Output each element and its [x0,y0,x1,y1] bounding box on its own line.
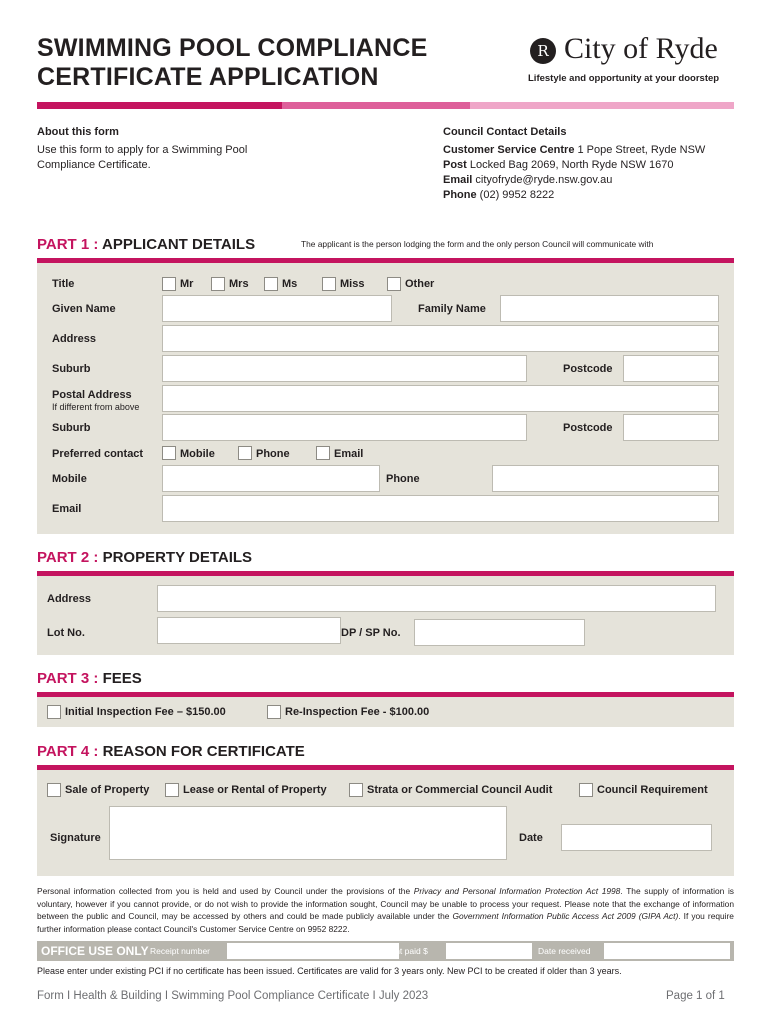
suburb-input[interactable] [162,355,527,382]
page-title-line2: CERTIFICATE APPLICATION [37,63,379,91]
title-mr-label: Mr [180,278,194,290]
reason-council-checkbox[interactable] [579,783,593,797]
about-heading: About this form [37,126,119,138]
reinspection-fee-checkbox[interactable] [267,705,281,719]
reason-council-label: Council Requirement [597,784,708,796]
date-received-input[interactable] [604,943,730,959]
privacy-act-2: Government Information Public Access Act 2009 (GIPA Act) [452,911,679,921]
pci-note: Please enter under existing PCI if no certificate has been issued. Certificates are valid for 3 years only. New PCI to be created if older than 3 years. [37,966,622,976]
amount-paid-input[interactable] [446,943,532,959]
title-mrs-label: Mrs [229,278,249,290]
header-band-2 [282,102,470,109]
address-input[interactable] [162,325,719,352]
contact-email-label: Email [334,448,364,460]
contact-phone-label: Phone [256,448,290,460]
phone-label: Phone [386,473,420,485]
footer-left: Form I Health & Building I Swimming Pool Compliance Certificate I July 2023 [37,990,429,1002]
postcode-input[interactable] [623,355,719,382]
preferred-contact-label: Preferred contact [52,448,144,460]
privacy-notice [37,885,734,935]
signature-label: Signature [50,832,101,844]
header-band-3 [470,102,734,109]
privacy-text-1: Personal information collected from you is held and used by Council under the provisions of the [37,886,414,896]
email-value[interactable]: cityofryde@ryde.nsw.gov.au [472,174,613,186]
dp-sp-input[interactable] [414,619,585,646]
about-line2: Compliance Certificate. [37,159,151,171]
post-value: Locked Bag 2069, North Ryde NSW 1670 [466,159,674,171]
part4-heading [37,743,305,760]
family-name-label: Family Name [418,303,486,315]
postal-address-sublabel: If different from above [52,402,140,412]
title-label: Title [52,278,75,290]
office-use-bar [37,941,734,961]
part2-name: PROPERTY DETAILS [98,549,253,566]
part1-number: PART 1 : [37,236,99,253]
reason-strata-label: Strata or Commercial Council Audit [367,784,553,796]
post-label: Post [443,159,467,171]
reinspection-fee-label: Re-Inspection Fee - $100.00 [285,706,430,718]
given-name-label: Given Name [52,303,116,315]
date-input[interactable] [561,824,712,851]
property-address-label: Address [47,593,92,605]
signature-input[interactable] [109,806,507,860]
part3-number: PART 3 : [37,670,99,687]
logo-name: City of Ryde [564,32,718,65]
reason-sale-label: Sale of Property [65,784,150,796]
about-line1: Use this form to apply for a Swimming Pool [37,144,248,156]
title-other-checkbox[interactable] [387,277,401,291]
contact-mobile-checkbox[interactable] [162,446,176,460]
reason-strata-checkbox[interactable] [349,783,363,797]
title-mrs-checkbox[interactable] [211,277,225,291]
contact-section [443,125,734,203]
footer-page-number: Page 1 of 1 [666,990,725,1002]
mobile-input[interactable] [162,465,380,492]
initial-fee-label: Initial Inspection Fee – $150.00 [65,706,226,718]
contact-phone [443,188,734,203]
part1-note: The applicant is the person lodging the form and the only person Council will communicate with [301,239,654,249]
logo-mark-icon: R [530,38,556,64]
lot-no-label: Lot No. [47,627,85,639]
privacy-act-1: Privacy and Personal Information Protection Act 1998 [413,886,621,896]
contact-heading: Council Contact Details [443,126,567,138]
title-miss-label: Miss [340,278,365,290]
postal-suburb-label: Suburb [52,422,91,434]
postal-address-label: Postal Address [52,389,132,401]
header-band-1 [37,102,282,109]
part3-heading [37,670,142,687]
csc-value: 1 Pope Street, Ryde NSW [574,144,706,156]
email-field-label: Email [52,503,82,515]
phone-input[interactable] [492,465,719,492]
title-mr-checkbox[interactable] [162,277,176,291]
page-title-line1: SWIMMING POOL COMPLIANCE [37,34,428,62]
date-received-label: Date received [538,946,591,956]
contact-post [443,158,734,173]
postcode-label: Postcode [563,363,613,375]
part2-number: PART 2 : [37,549,99,566]
part3-name: FEES [98,670,142,687]
part4-name: REASON FOR CERTIFICATE [98,743,305,760]
title-ms-checkbox[interactable] [264,277,278,291]
email-label: Email [443,174,473,186]
city-of-ryde-logo [528,32,738,88]
family-name-input[interactable] [500,295,719,322]
privacy-text-3: . If you require further information please contact Council's Customer Service Centre on 9952 8222. [37,911,734,934]
title-miss-checkbox[interactable] [322,277,336,291]
given-name-input[interactable] [162,295,392,322]
title-other-label: Other [405,278,435,290]
receipt-number-label: Receipt number [150,946,211,956]
contact-email-checkbox[interactable] [316,446,330,460]
about-section [37,125,337,173]
date-label: Date [519,832,543,844]
logo-tagline: Lifestyle and opportunity at your doorstep [528,73,720,84]
contact-phone-checkbox[interactable] [238,446,252,460]
postal-address-input[interactable] [162,385,719,412]
csc-label: Customer Service Centre [443,144,575,156]
address-label: Address [52,333,97,345]
postal-suburb-input[interactable] [162,414,527,441]
part1-name: APPLICANT DETAILS [98,236,256,253]
initial-fee-checkbox[interactable] [47,705,61,719]
reason-lease-label: Lease or Rental of Property [183,784,327,796]
amount-paid-label: Amount paid $ [373,946,428,956]
contact-mobile-label: Mobile [180,448,215,460]
phone-label: Phone [443,189,477,201]
reason-sale-checkbox[interactable] [47,783,61,797]
dp-sp-label: DP / SP No. [341,627,401,639]
contact-csc [443,143,734,158]
title-ms-label: Ms [282,278,298,290]
postal-postcode-label: Postcode [563,422,613,434]
part4-number: PART 4 : [37,743,99,760]
lot-no-input[interactable] [157,617,341,644]
phone-value: (02) 9952 8222 [476,189,555,201]
suburb-label: Suburb [52,363,91,375]
part1-heading [37,236,255,253]
reason-lease-checkbox[interactable] [165,783,179,797]
office-use-title: OFFICE USE ONLY [41,944,149,958]
property-address-input[interactable] [157,585,716,612]
page-title [37,34,427,92]
mobile-label: Mobile [52,473,87,485]
email-input[interactable] [162,495,719,522]
postal-postcode-input[interactable] [623,414,719,441]
privacy-text-2: . The supply of information is voluntary, however if you cannot provide, or do not wish to provide the information sought, Council may be unable to process your request. Please note that the exchange of information between the public and Council, may be accessed by others and could be made publicly available under the [37,886,734,921]
part2-heading [37,549,252,566]
contact-email [443,173,734,188]
